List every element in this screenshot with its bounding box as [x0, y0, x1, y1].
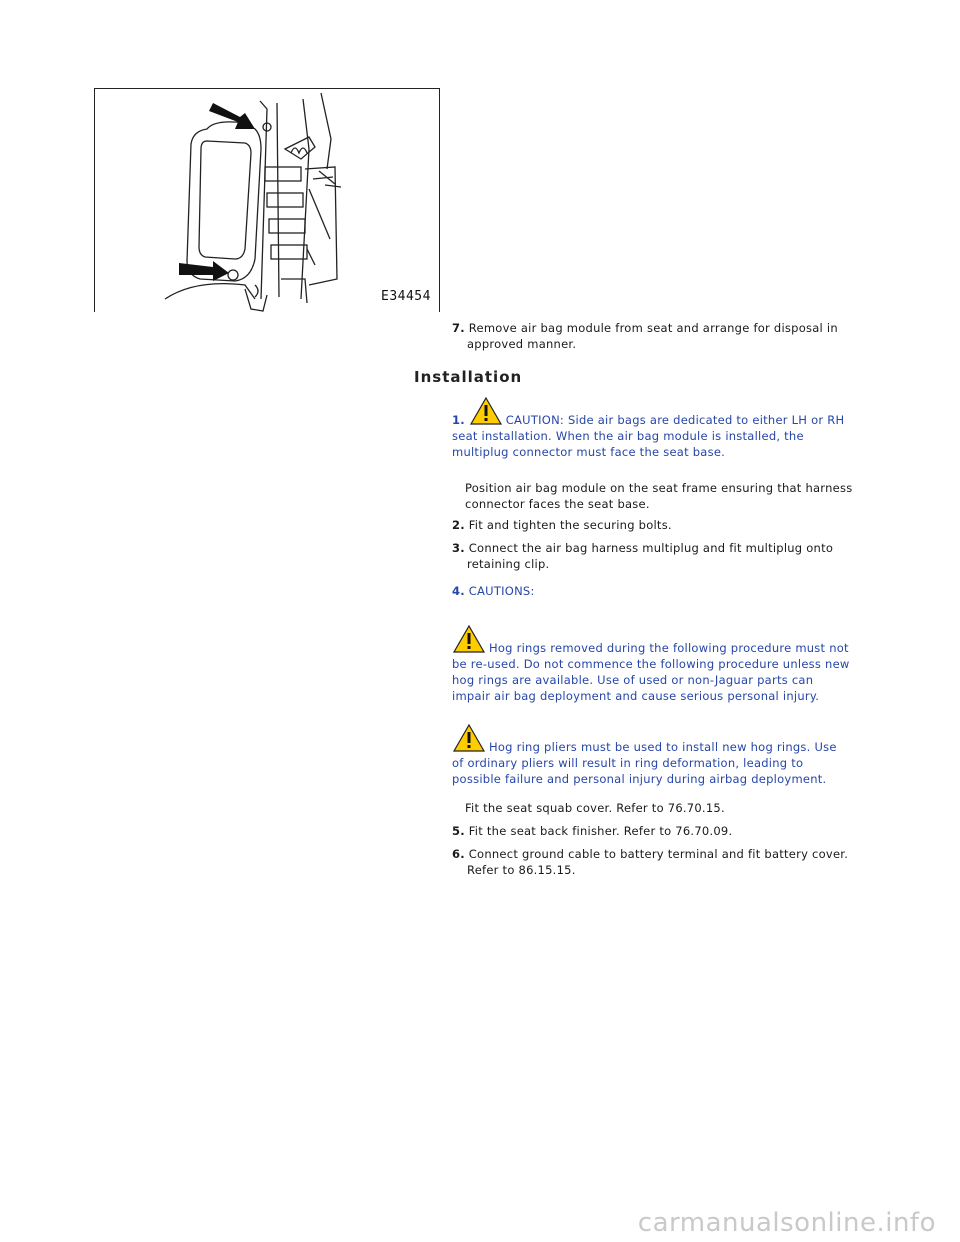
- section-title-installation: Installation: [414, 368, 523, 386]
- step-number: 6.: [452, 847, 465, 861]
- caution-text: impair air bag deployment and cause serious personal injury.: [452, 689, 820, 703]
- figure-code: E34454: [381, 289, 431, 304]
- step-text: Fit the seat squab cover. Refer to 76.70.15.: [465, 801, 725, 815]
- step-text: connector faces the seat base.: [465, 497, 650, 511]
- installation-step-2: [452, 517, 882, 533]
- installation-step-1-text: [465, 480, 880, 512]
- caution-text: possible failure and personal injury during airbag deployment.: [452, 772, 827, 786]
- step-number: 2.: [452, 518, 465, 532]
- step-number: 3.: [452, 541, 465, 555]
- airbag-module-figure: [94, 88, 440, 312]
- installation-step-4-caution-b: [452, 723, 877, 787]
- caution-text: multiplug connector must face the seat base.: [452, 445, 726, 459]
- installation-step-4-caution-a: [452, 624, 877, 704]
- caution-text: CAUTION: Side air bags are dedicated to either LH or RH: [505, 413, 845, 427]
- warning-icon: [452, 723, 486, 753]
- caution-text: seat installation. When the air bag module is installed, the: [452, 429, 804, 443]
- step-number: 7.: [452, 321, 465, 335]
- caution-text: hog rings are available. Use of used or non-Jaguar parts can: [452, 673, 814, 687]
- step-text: Connect the air bag harness multiplug and fit multiplug onto: [468, 541, 834, 555]
- installation-step-1-caution: [452, 396, 877, 460]
- step-text-cont: approved manner.: [467, 337, 577, 351]
- warning-icon: [469, 396, 503, 426]
- step-text-cont: retaining clip.: [467, 557, 550, 571]
- caution-text: Hog rings removed during the following procedure must not: [489, 641, 849, 655]
- watermark-text: carmanualsonline.info: [637, 1208, 936, 1238]
- warning-icon: [452, 624, 486, 654]
- removal-step-7: [452, 320, 882, 352]
- step-text: Fit and tighten the securing bolts.: [468, 518, 672, 532]
- step-text: Remove air bag module from seat and arrange for disposal in: [468, 321, 838, 335]
- installation-step-4-text: [465, 800, 880, 816]
- step-number: 1.: [452, 413, 465, 427]
- airbag-module-illustration: [95, 89, 441, 313]
- installation-step-4-label: [452, 583, 877, 599]
- step-number: 5.: [452, 824, 465, 838]
- installation-step-5: [452, 823, 882, 839]
- step-number: 4.: [452, 584, 465, 598]
- caution-text: be re-used. Do not commence the following procedure unless new: [452, 657, 850, 671]
- installation-step-3: [452, 540, 882, 572]
- cautions-label: CAUTIONS:: [468, 584, 535, 598]
- step-text: Fit the seat back finisher. Refer to 76.70.09.: [468, 824, 733, 838]
- step-text-cont: Refer to 86.15.15.: [467, 863, 576, 877]
- installation-step-6: [452, 846, 882, 878]
- caution-text: of ordinary pliers will result in ring deformation, leading to: [452, 756, 804, 770]
- caution-text: Hog ring pliers must be used to install new hog rings. Use: [489, 740, 837, 754]
- step-text: Connect ground cable to battery terminal and fit battery cover.: [468, 847, 849, 861]
- step-text: Position air bag module on the seat frame ensuring that harness: [465, 481, 853, 495]
